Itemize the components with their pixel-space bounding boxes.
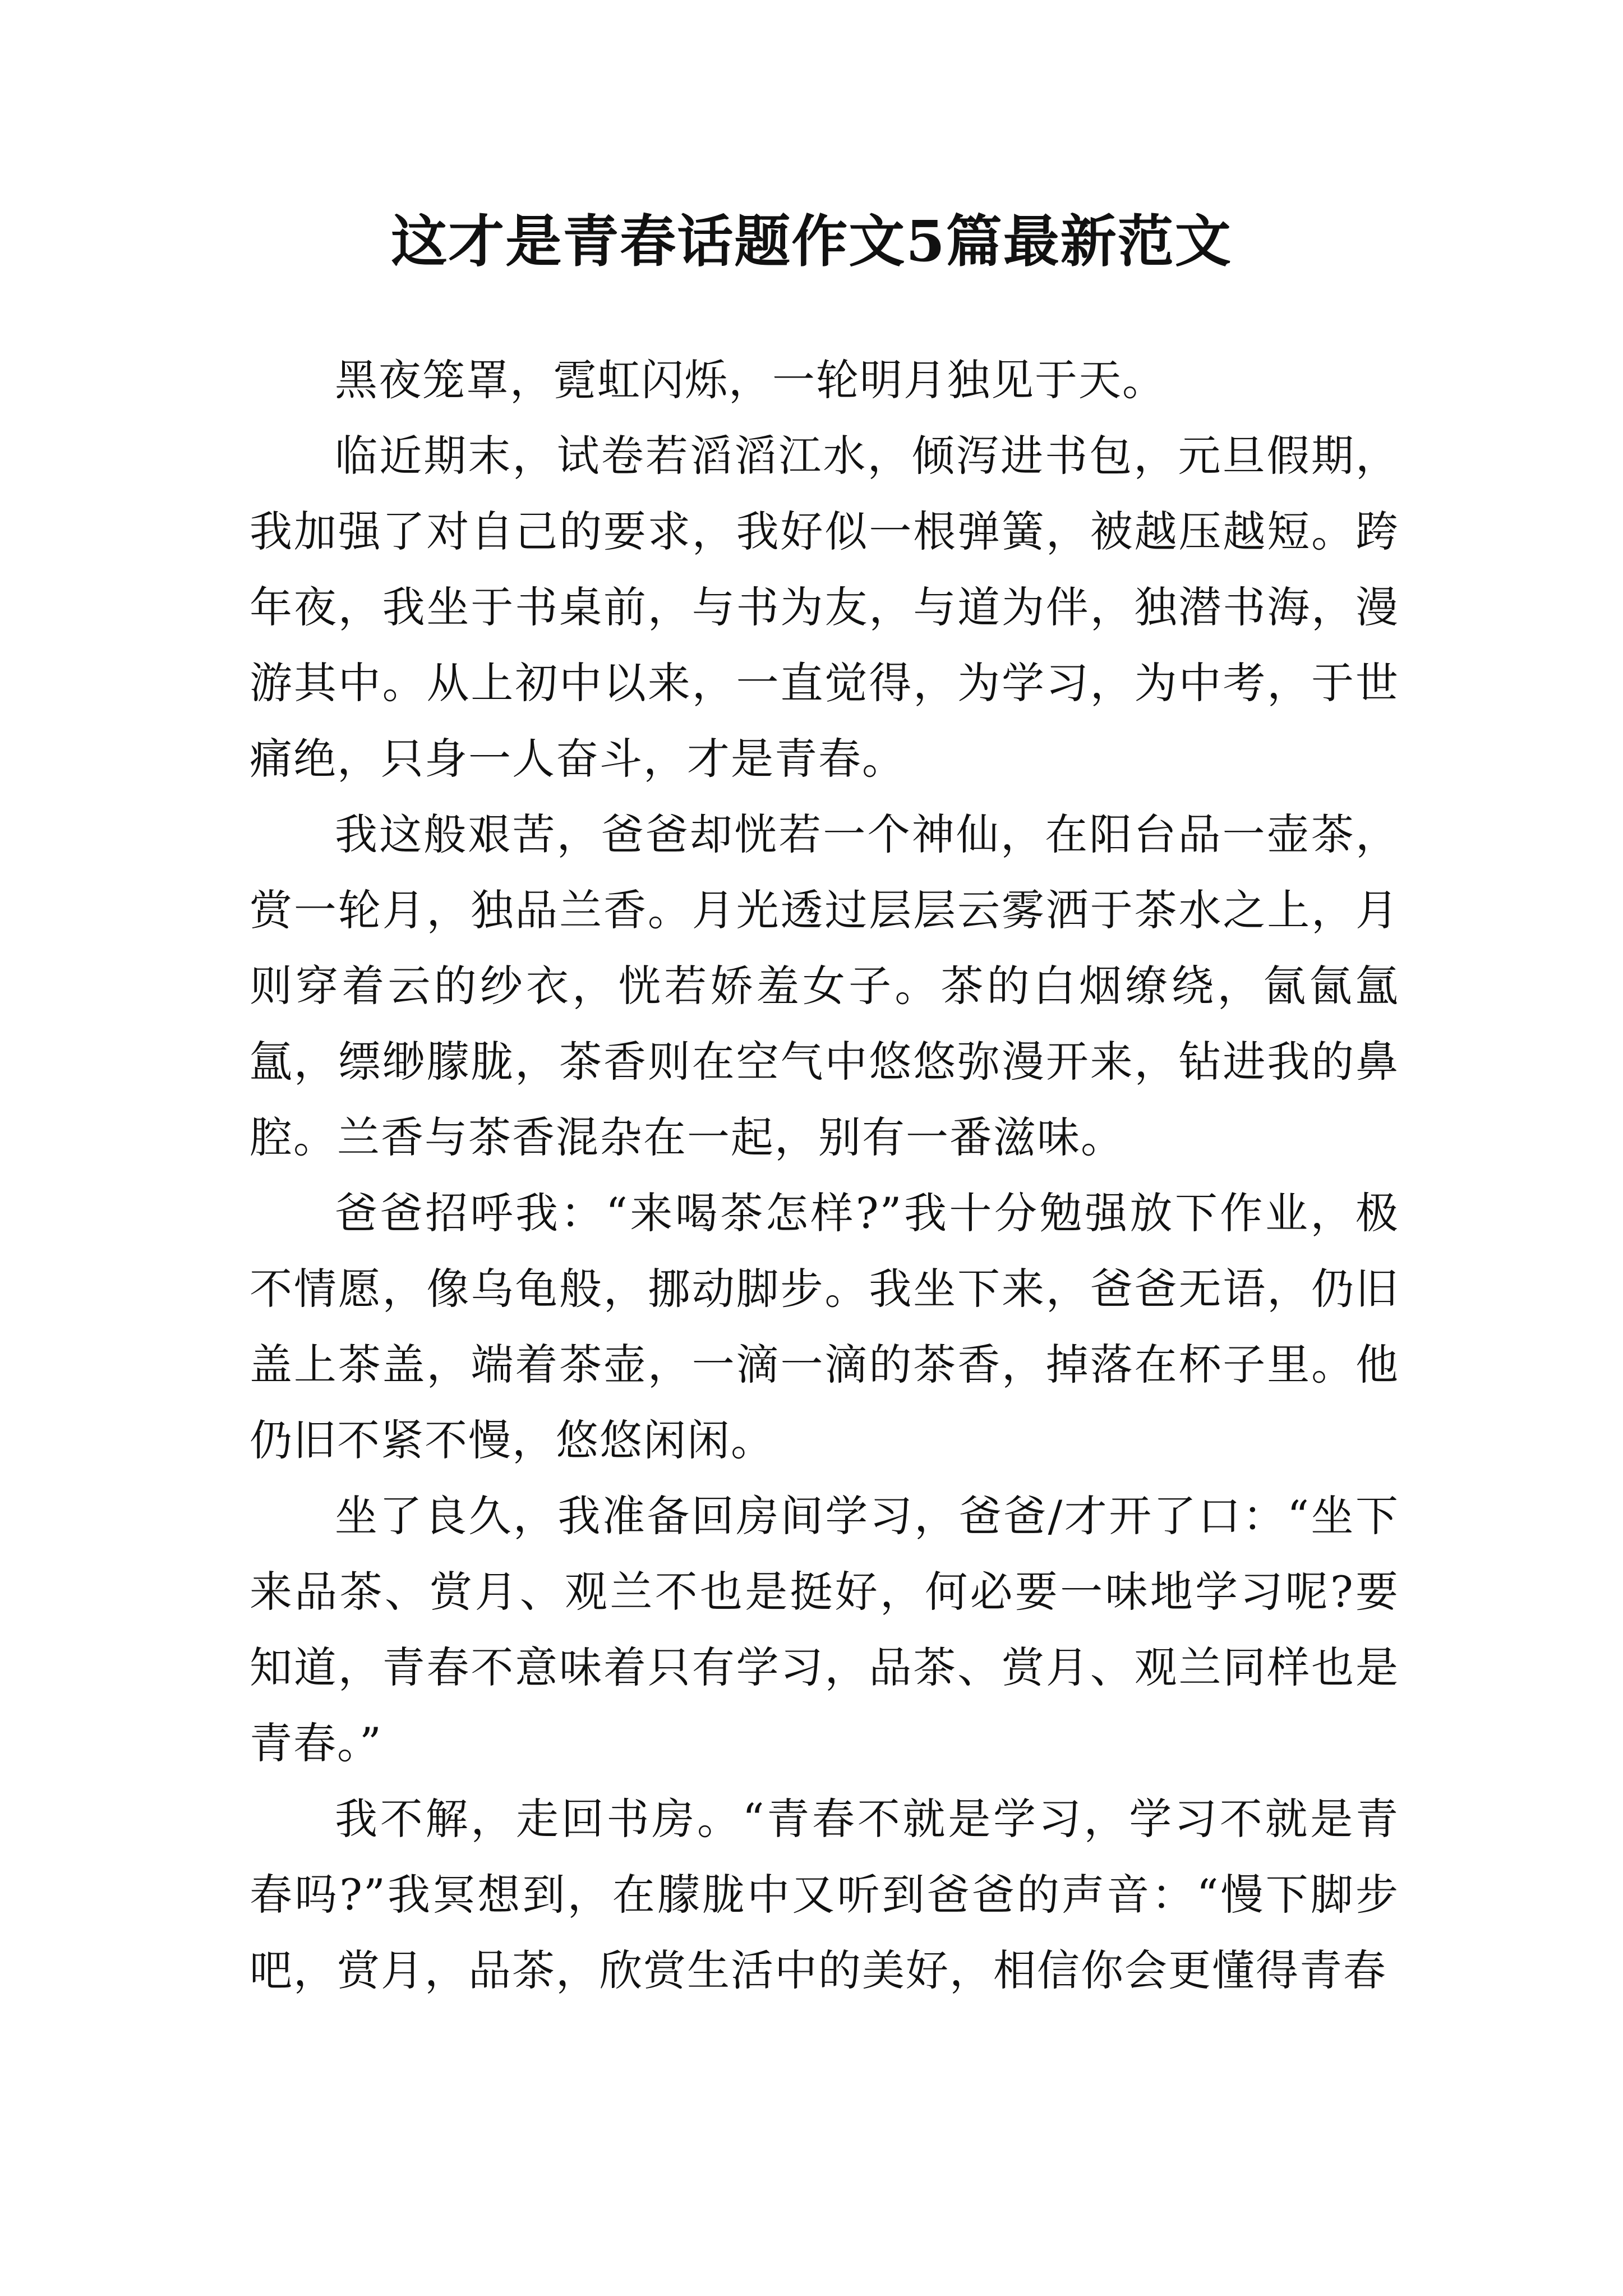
paragraph: 临近期末，试卷若滔滔江水，倾泻进书包，元旦假期，我加强了对自己的要求，我好似一根弹簧，被越压越短。跨年夜，我坐于书桌前，与书为友，与道为伴，独潜书海，漫游其中。从上初中以来，一直觉得，为学习，为中考，于世痛绝，只身一人奋斗，才是青春。 [250,431,1399,784]
paragraph: 坐了良久，我准备回房间学习，爸爸/才开了口：“坐下来品茶、赏月、观兰不也是挺好，何必要一味地学习呢?要知道，青春不意味着只有学习，品茶、赏月、观兰同样也是青春。” [250,1491,1399,1768]
paragraph: 我不解，走回书房。“青春不就是学习，学习不就是青春吗?”我冥想到，在朦胧中又听到爸爸的声音：“慢下脚步吧，赏月，品茶，欣赏生活中的美好，相信你会更懂得青春 [250,1794,1399,1995]
document-body [250,342,1399,2008]
paragraph: 我这般艰苦，爸爸却恍若一个神仙，在阳台品一壶茶，赏一轮月，独品兰香。月光透过层层云雾洒于茶水之上，月则穿着云的纱衣，恍若娇羞女子。茶的白烟缭绕，氤氤氲氲，缥缈朦胧，茶香则在空气中悠悠弥漫开来，钻进我的鼻腔。兰香与茶香混杂在一起，别有一番滋味。 [250,809,1399,1162]
document-title: 这才是青春话题作文5篇最新范文 [391,208,1232,274]
paragraph: 爸爸招呼我：“来喝茶怎样?”我十分勉强放下作业，极不情愿，像乌龟般，挪动脚步。我坐下来，爸爸无语，仍旧盖上茶盖，端着茶壶，一滴一滴的茶香，掉落在杯子里。他仍旧不紧不慢，悠悠闲闲。 [250,1188,1399,1465]
paragraph: 黑夜笼罩，霓虹闪烁，一轮明月独见于天。 [335,355,1166,405]
